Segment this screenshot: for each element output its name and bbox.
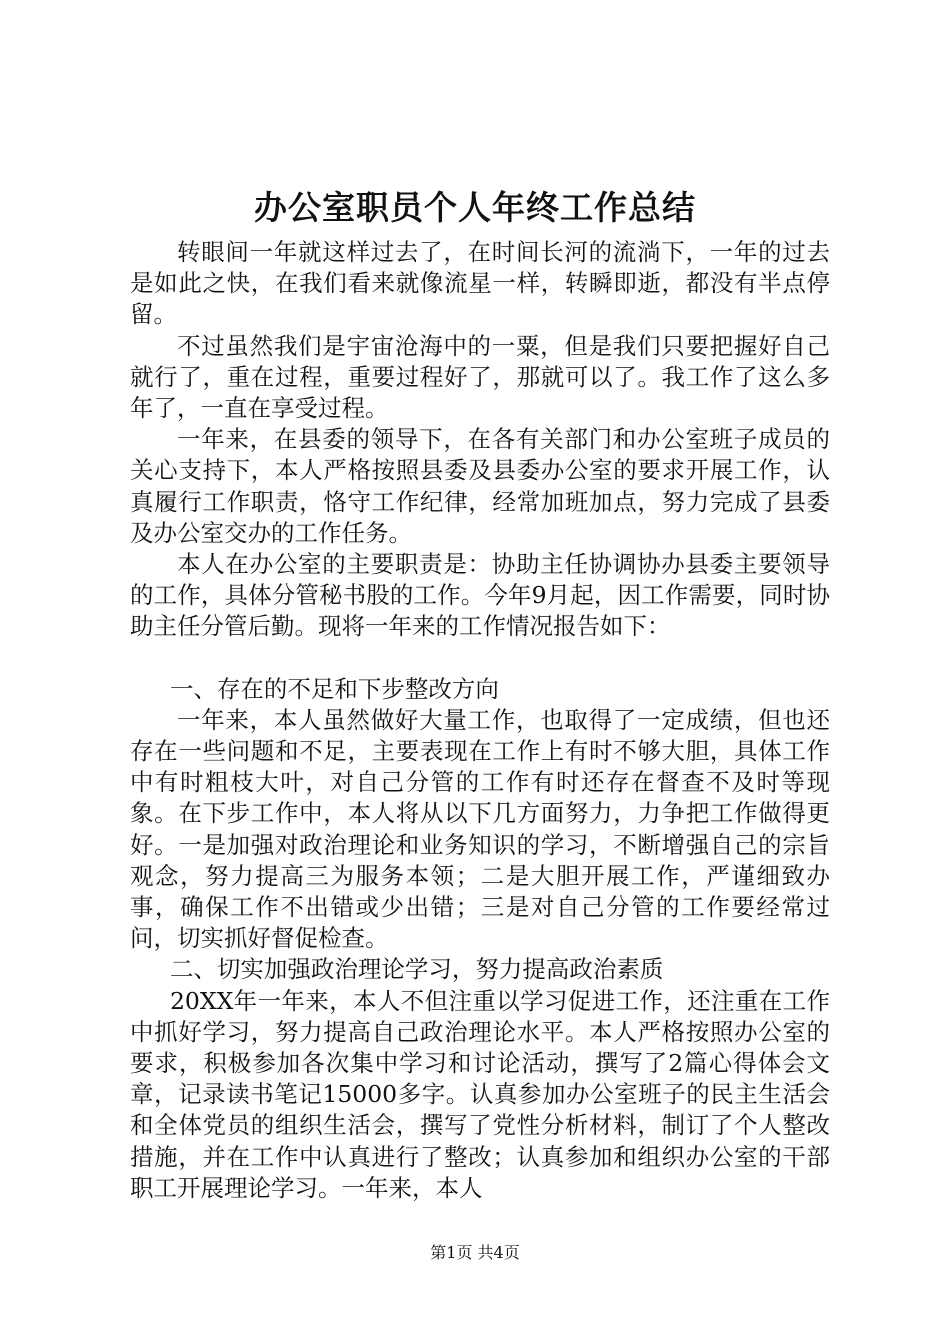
paragraph-spacer	[130, 643, 830, 674]
paragraph-year-overview: 一年来，在县委的领导下，在各有关部门和办公室班子成员的关心支持下，本人严格按照县委及县委办公室的要求开展工作，认真履行工作职责，恪守工作纪律，经常加班加点，努力完成了县委及办公室交办的工作任务。	[130, 425, 830, 547]
document-body	[130, 237, 830, 1204]
paragraph-process: 不过虽然我们是宇宙沧海中的一粟，但是我们只要把握好自己就行了，重在过程，重要过程好了，那就可以了。我工作了这么多年了，一直在享受过程。	[130, 331, 830, 423]
paragraph-intro: 转眼间一年就这样过去了，在时间长河的流淌下，一年的过去是如此之快，在我们看来就像流星一样，转瞬即逝，都没有半点停留。	[130, 238, 830, 329]
document-title: 办公室职员个人年终工作总结	[254, 188, 696, 227]
paragraph-study: 20XX年一年来，本人不但注重以学习促进工作，还注重在工作中抓好学习，努力提高自己政治理论水平。本人严格按照办公室的要求，积极参加各次集中学习和讨论活动，撰写了2篇心得体会文章，记录读书笔记15000多字。认真参加办公室班子的民主生活会和全体党员的组织生活会，撰写了党性分析材料，制订了个人整改措施，并在工作中认真进行了整改；认真参加和组织办公室的干部职工开展理论学习。一年来，本人	[130, 986, 830, 1202]
paragraph-shortcomings: 一年来，本人虽然做好大量工作，也取得了一定成绩，但也还存在一些问题和不足，主要表现在工作上有时不够大胆，具体工作中有时粗枝大叶，对自己分管的工作有时还存在督查不及时等现象。在下步工作中，本人将从以下几方面努力，力争把工作做得更好。一是加强对政治理论和业务知识的学习，不断增强自己的宗旨观念，努力提高三为服务本领；二是大胆开展工作，严谨细致办事，确保工作不出错或少出错；三是对自己分管的工作要经常过问，切实抓好督促检查。	[130, 705, 830, 953]
section-heading-1: 一、存在的不足和下步整改方向	[169, 674, 499, 703]
page-footer: 第1页 共4页	[430, 1243, 520, 1262]
paragraph-duties: 本人在办公室的主要职责是：协助主任协调协办县委主要领导的工作，具体分管秘书股的工作。今年9月起，因工作需要，同时协助主任分管后勤。现将一年来的工作情况报告如下：	[130, 550, 830, 641]
section-heading-2: 二、切实加强政治理论学习，努力提高政治素质	[169, 955, 664, 984]
